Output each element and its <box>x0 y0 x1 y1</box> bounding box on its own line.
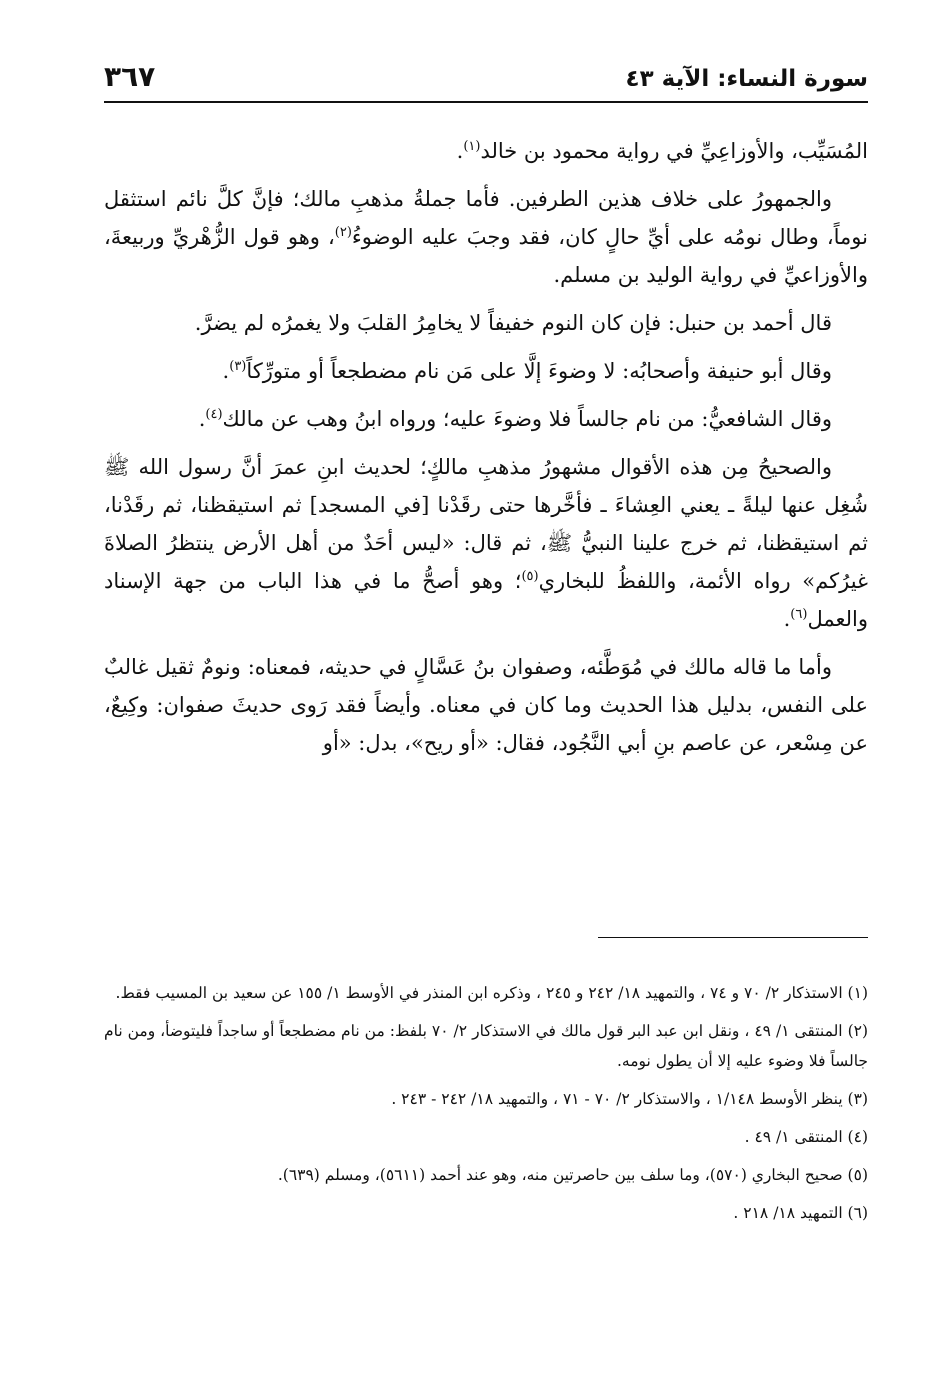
chapter-title: سورة النساء: الآية ٤٣ <box>625 66 868 92</box>
footnote-ref[interactable]: (٦) <box>790 607 808 622</box>
footnote-ref[interactable]: (٤) <box>205 407 223 422</box>
footnote-ref[interactable]: (٣) <box>229 359 247 374</box>
main-text <box>104 132 868 772</box>
footnote-6: (٦) التمهيد ١٨/ ٢١٨ . <box>733 1204 868 1222</box>
paragraph-6: والصحيحُ مِن هذه الأقوال مشهورُ مذهبِ مالكٍ؛ لحديث ابنِ عمرَ أنَّ رسول الله ﷺ شُغِل عنها ليلةً ـ يعني العِشاءَ ـ فأخَّرها حتى رقَدْنا [في المسجد] ثم استيقظنا، ثم رقَدْنا، ثم استيقظنا، ثم خرج علينا النبيُّ ﷺ، ثم قال: «ليس أحَدٌ من أهل الأرض ينتظرُ الصلاةَ غيرُكم» رواه الأئمة، واللفظُ للبخاري$^{(٥)}$؛ وهو أصحُّ ما في هذا الباب من جهة الإسناد والعمل$^{(٦)}$. <box>104 455 869 631</box>
paragraph-4: وقال أبو حنيفة وأصحابُه: لا وضوءَ إلَّا على مَن نام مضطجعاً أو متورِّكاً$^{(٣)}$. <box>222 359 832 383</box>
footnote-separator <box>598 937 868 938</box>
paragraph-3: قال أحمد بن حنبل: فإن كان النوم خفيفاً لا يخامِرُ القلبَ ولا يغمرُه لم يضرَّ. <box>194 311 832 335</box>
footnote-ref[interactable]: (٥) <box>521 569 539 584</box>
paragraph-7: وأما ما قاله مالك في مُوَطَّئه، وصفوان بنُ عَسَّالٍ في حديثه، فمعناه: ونومٌ ثقيل غالبٌ على النفس، بدليل هذا الحديث وما كان في معناه. وأيضاً فقد رَوى حديثَ صفوان: وكِيعٌ، عن مِسْعر، عن عاصم بنِ أبي النَّجُود، فقال: «أو ريح»، بدل: «أو <box>104 655 868 755</box>
footnote-5: (٥) صحيح البخاري (٥٧٠)، وما سلف بين حاصرتين منه، وهو عند أحمد (٥٦١١)، ومسلم (٦٣٩). <box>277 1166 868 1184</box>
page-number: ٣٦٧ <box>104 60 156 93</box>
running-header <box>104 58 868 98</box>
footnote-4: (٤) المنتقى ١/ ٤٩ . <box>744 1128 868 1146</box>
footnote-ref[interactable]: (٢) <box>334 225 352 240</box>
footnote-1: (١) الاستذكار ٢/ ٧٠ و ٧٤ ، والتمهيد ١٨/ ٢٤٢ و ٢٤٥ ، وذكره ابن المنذر في الأوسط ١/ ١٥٥ عن سعيد بن المسيب فقط. <box>115 984 868 1002</box>
footnotes <box>104 978 868 1236</box>
footnote-2: (٢) المنتقى ١/ ٤٩ ، ونقل ابن عبد البر قول مالك في الاستذكار ٢/ ٧٠ بلفظ: من نام مضطجعاً أو ساجداً فليتوضأ، ومن نام جالساً فلا وضوء عليه إلا أن يطول نومه. <box>104 1022 869 1070</box>
paragraph-1: المُسَيِّب، والأوزاعِيِّ في رواية محمود بن خالد$^{(١)}$. <box>456 139 868 163</box>
header-rule <box>104 101 868 103</box>
paragraph-2: والجمهورُ على خلاف هذين الطرفين. فأما جملةُ مذهبِ مالك؛ فإنَّ كلَّ نائم استثقل نوماً، وطال نومُه على أيِّ حالٍ كان، فقد وجبَ عليه الوضوءُ$^{(٢)}$، وهو قول الزُّهْريِّ وربيعةَ، والأوزاعيِّ في رواية الوليد بن مسلم. <box>104 187 868 287</box>
footnote-ref[interactable]: (١) <box>463 139 481 154</box>
paragraph-5: وقال الشافعيُّ: من نام جالساً فلا وضوءَ عليه؛ ورواه ابنُ وهب عن مالك$^{(٤)}$. <box>198 407 832 431</box>
footnote-3: (٣) ينظر الأوسط ١/١٤٨ ، والاستذكار ٢/ ٧٠ - ٧١ ، والتمهيد ١٨/ ٢٤٢ - ٢٤٣ . <box>391 1090 868 1108</box>
